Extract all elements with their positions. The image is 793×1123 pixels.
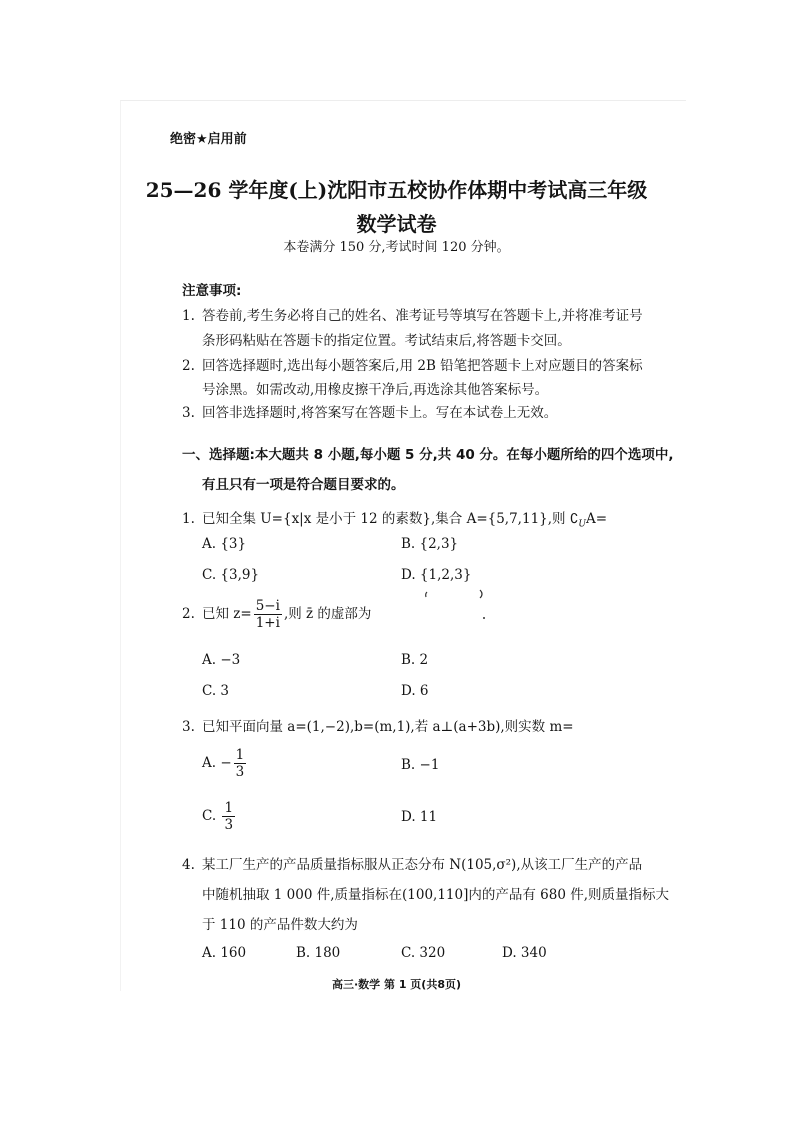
notice-item-1: [182, 304, 643, 324]
question-number: 2.: [182, 606, 195, 622]
q2-option-c: C. 3: [202, 683, 230, 699]
q4-option-b: B. 180: [296, 945, 341, 961]
q2-option-a: A. −3: [202, 652, 241, 668]
fraction-numerator: 1: [235, 747, 245, 763]
notice-item-text: 答卷前,考生务必将自己的姓名、准考证号等填写在答题卡上,并将准考证号: [202, 308, 643, 324]
complement-subscript: U: [578, 519, 587, 530]
question-1: [182, 507, 607, 530]
question-4-cont-1: 中随机抽取 1 000 件,质量指标在(100,110]内的产品有 680 件,则质量指标大: [202, 887, 670, 903]
notice-item-number: 3.: [182, 405, 195, 421]
question-text: 某工厂生产的产品质量指标服从正态分布 N(105,σ²),从该工厂生产的产品: [202, 857, 643, 873]
q1-option-b: B. {2,3}: [401, 536, 459, 552]
q4-option-c: C. 320: [401, 945, 446, 961]
q2-option-d: D. 6: [401, 683, 429, 699]
fraction: [254, 598, 282, 631]
question-3: [182, 715, 574, 735]
q2-option-b: B. 2: [401, 652, 429, 668]
q3-option-d: D. 11: [401, 809, 438, 825]
exam-title: 25—26 学年度(上)沈阳市五校协作体期中考试高三年级: [145, 178, 648, 202]
notice-item-2: [182, 354, 643, 374]
q1-option-d: D. {1,2,3}: [401, 567, 472, 583]
q3-option-a: [202, 747, 248, 780]
notice-item-number: 1.: [182, 308, 195, 324]
option-label: C.: [202, 808, 217, 824]
fraction-numerator: 1: [224, 800, 234, 816]
q3-option-b: B. −1: [401, 757, 440, 773]
notice-item-number: 2.: [182, 358, 195, 374]
notice-heading: 注意事项:: [182, 283, 242, 299]
page-footer: 高三·数学 第 1 页(共8页): [331, 978, 462, 991]
question-number: 1.: [182, 511, 195, 527]
question-2: [182, 598, 371, 631]
fraction-denominator: 3: [224, 817, 234, 833]
notice-item-text: 回答选择题时,选出每小题答案后,用 2B 铅笔把答题卡上对应题目的答案标: [202, 358, 643, 374]
question-text: 已知全集 U={x|x 是小于 12 的素数},集合 A={5,7,11},则 ∁: [202, 511, 579, 527]
section-heading-cont: 有且只有一项是符合题目要求的。: [202, 477, 405, 493]
question-text: 已知 z=: [202, 606, 252, 622]
notice-item-text: 回答非选择题时,将答案写在答题卡上。写在本试卷上无效。: [202, 405, 558, 421]
section-heading: 一、选择题:本大题共 8 小题,每小题 5 分,共 40 分。在每小题所给的四个选项中,: [182, 447, 674, 463]
question-4: [182, 853, 642, 873]
option-label: A.: [202, 755, 217, 771]
fraction-numerator: 5−i: [255, 598, 280, 614]
exam-subject-title: 数学试卷: [356, 212, 437, 236]
notice-item-2-cont: 号涂黑。如需改动,用橡皮擦干净后,再选涂其他答案标号。: [202, 382, 549, 398]
fraction: [234, 747, 247, 780]
question-number: 3.: [182, 719, 195, 735]
q1-option-a: A. {3}: [202, 536, 247, 552]
minus-sign: −: [220, 755, 232, 771]
question-4-cont-2: 于 110 的产品件数大约为: [202, 917, 358, 933]
fraction: [222, 800, 235, 833]
notice-item-1-cont: 条形码粘贴在答题卡的指定位置。考试结束后,将答题卡交回。: [202, 333, 571, 349]
question-text: 已知平面向量 a=(1,−2),b=(m,1),若 a⊥(a+3b),则实数 m=: [202, 719, 574, 735]
fraction-denominator: 1+i: [255, 615, 280, 631]
question-number: 4.: [182, 857, 195, 873]
fraction-denominator: 3: [235, 764, 245, 780]
q4-option-a: A. 160: [202, 945, 247, 961]
scan-specks: [420, 588, 500, 628]
q3-option-c: [202, 800, 237, 833]
secret-label: 绝密★启用前: [170, 132, 247, 147]
q1-option-c: C. {3,9}: [202, 567, 260, 583]
notice-item-3: [182, 401, 557, 421]
q4-option-d: D. 340: [502, 945, 547, 961]
question-text-tail: ,则 z̄ 的虚部为: [283, 606, 372, 622]
question-text-tail: A=: [586, 511, 608, 527]
exam-info: 本卷满分 150 分,考试时间 120 分钟。: [283, 240, 510, 255]
